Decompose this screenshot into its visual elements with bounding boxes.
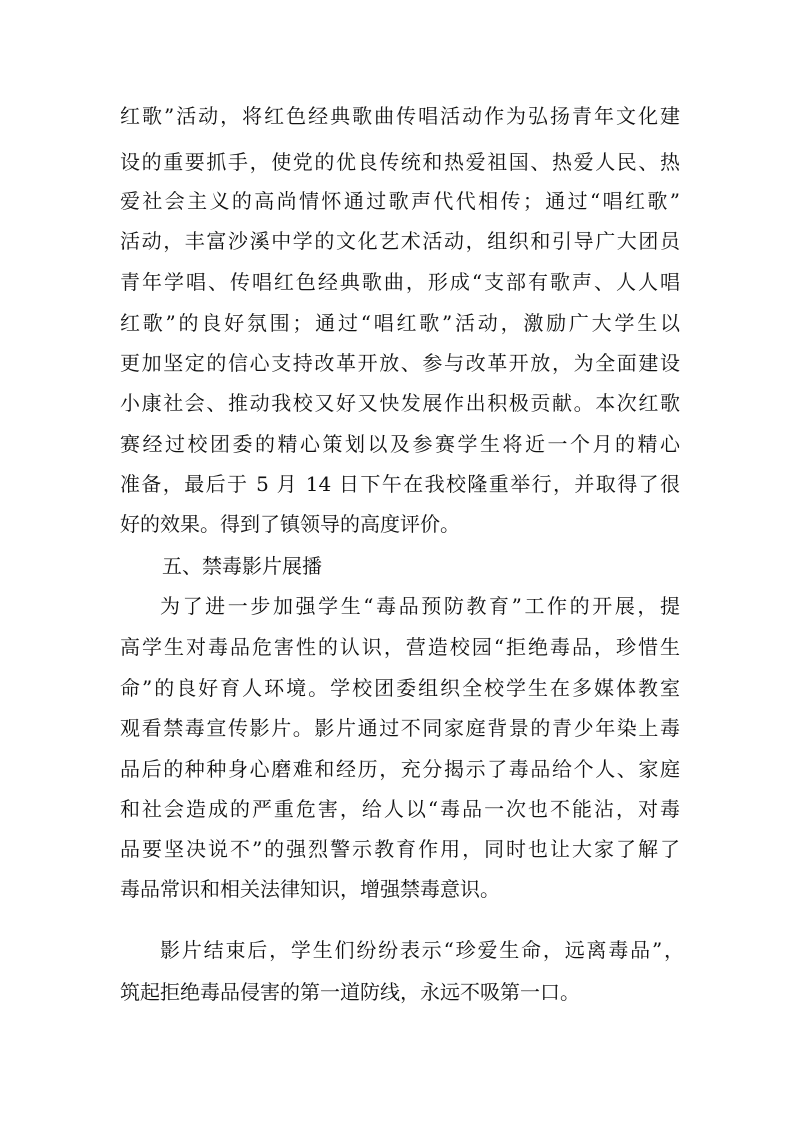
paragraph-line: 爱社会主义的高尚情怀通过歌声代代相传；通过“唱红歌” (120, 189, 680, 213)
paragraph-line: 观看禁毒宣传影片。影片通过不同家庭背景的青少年染上毒 (120, 716, 680, 740)
paragraph-line: 品后的种种身心磨难和经历，充分揭示了毒品给个人、家庭 (120, 757, 680, 781)
paragraph-line: 设的重要抓手，使党的优良传统和热爱祖国、热爱人民、热 (120, 150, 680, 174)
paragraph-line: 红歌”活动，将红色经典歌曲传唱活动作为弘扬青年文化建 (120, 104, 680, 128)
paragraph-line: 和社会造成的严重危害，给人以“毒品一次也不能沾，对毒 (120, 797, 680, 821)
section-heading: 五、禁毒影片展播 (162, 554, 322, 578)
paragraph-line: 赛经过校团委的精心策划以及参赛学生将近一个月的精心 (120, 432, 680, 456)
paragraph-line: 高学生对毒品危害性的认识，营造校园“拒绝毒品，珍惜生 (120, 635, 680, 659)
paragraph-line: 好的效果。得到了镇领导的高度评价。 (120, 512, 460, 536)
paragraph-line: 影片结束后，学生们纷纷表示“珍爱生命，远离毒品”， (160, 938, 684, 962)
paragraph-line: 品要坚决说不”的强烈警示教育作用，同时也让大家了解了 (120, 837, 680, 861)
paragraph-line: 小康社会、推动我校又好又快发展作出积极贡献。本次红歌 (120, 391, 680, 415)
paragraph-line: 命”的良好育人环境。学校团委组织全校学生在多媒体教室 (120, 676, 680, 700)
paragraph-line: 为了进一步加强学生“毒品预防教育”工作的开展，提 (160, 594, 680, 618)
paragraph-line: 活动，丰富沙溪中学的文化艺术活动，组织和引导广大团员 (120, 229, 680, 253)
paragraph-line: 毒品常识和相关法律知识，增强禁毒意识。 (120, 877, 500, 901)
paragraph-line: 准备，最后于 5 月 14 日下午在我校隆重举行，并取得了很 (120, 472, 680, 496)
paragraph-line: 青年学唱、传唱红色经典歌曲，形成“支部有歌声、人人唱 (120, 270, 680, 294)
paragraph-line: 更加坚定的信心支持改革开放、参与改革开放，为全面建设 (120, 351, 680, 375)
paragraph-line: 筑起拒绝毒品侵害的第一道防线，永远不吸第一口。 (120, 980, 580, 1004)
paragraph-line: 红歌”的良好氛围；通过“唱红歌”活动，激励广大学生以 (120, 311, 680, 335)
